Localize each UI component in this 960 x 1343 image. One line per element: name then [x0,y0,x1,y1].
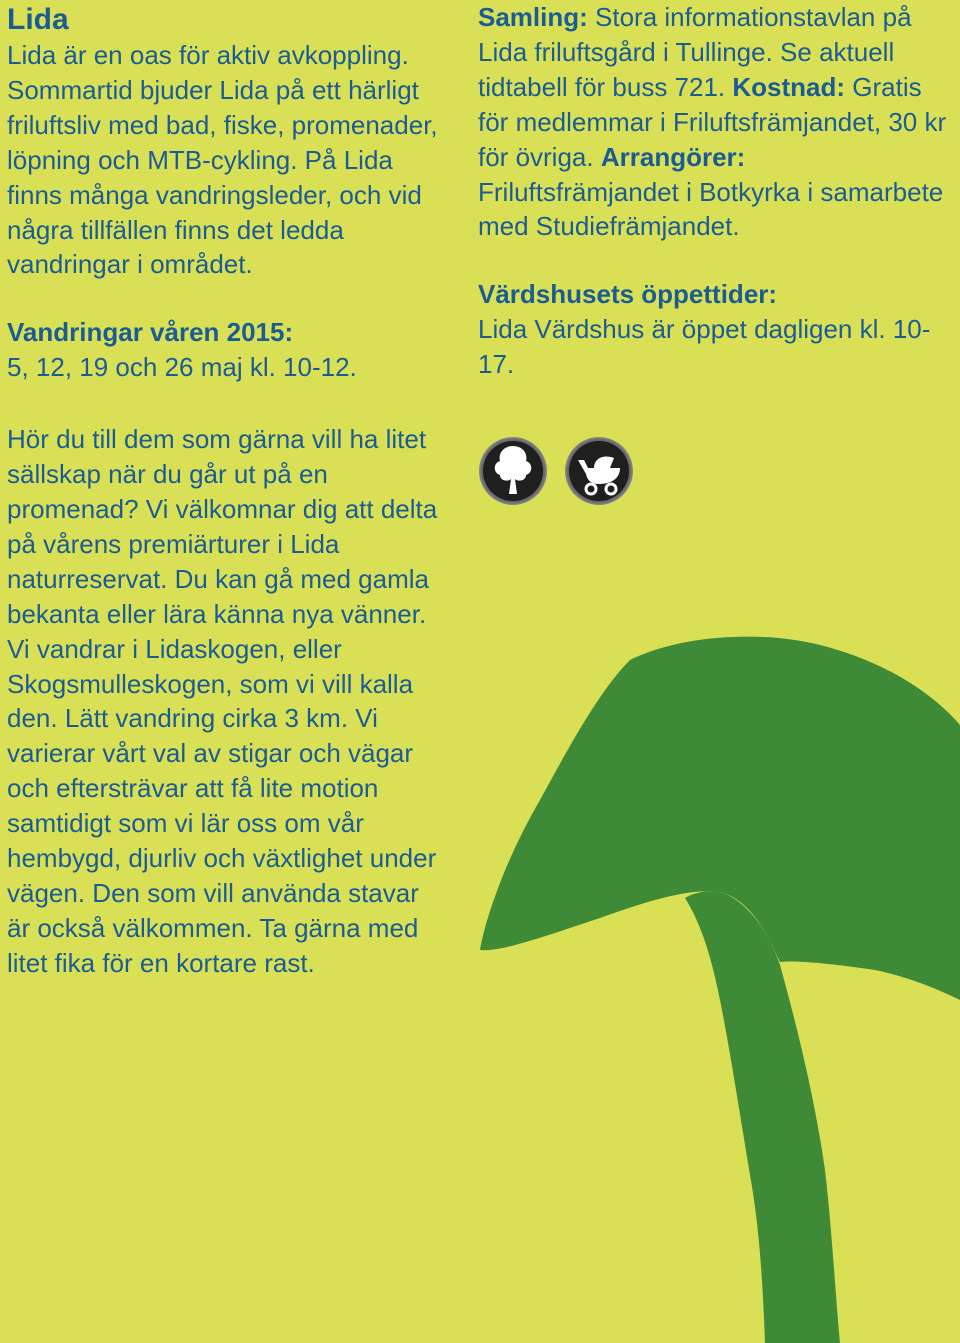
cost-text: Gratis för medlemmar i Friluftsfrämjandet, 30 kr för övriga. [478,71,947,172]
meeting-text: Stora informationstavlan på Lida friluftsgård i Tullinge. Se aktuell tidtabell för buss 721. [478,2,912,102]
organizers-label: Arrangörer: [600,141,746,172]
left-column [7,0,447,981]
mushroom-illustration [480,630,960,1343]
hours-heading: Värdshusets öppettider: [478,279,778,310]
walks-heading: Vandringar våren 2015: [7,317,294,348]
stroller-icon [564,436,634,506]
hours-text: Lida Värdshus är öppet dagligen kl. 10-17. [478,314,931,380]
cost-label: Kostnad: [732,71,846,102]
right-column [478,0,948,382]
story-paragraph: Hör du till dem som gärna vill ha litet sällskap när du går ut på en promenad? Vi välkomnar dig att delta på vårens premiärturer i Lida naturreservat. Du kan gå med gamla bekanta eller lära känna nya vänner. Vi vandrar i Lidaskogen, eller Skogsmulleskogen, som vi vill kalla den. Lätt vandring cirka 3 km. Vi varierar vårt val av stigar och vägar och eftersträvar att få lite motion samtidigt som vi lär oss om vår hembygd, djurliv och växtlighet under vägen. Den som vill använda stavar är också välkommen. Ta gärna med litet fika för en kortare rast. [7,424,438,978]
intro-paragraph: Lida är en oas för aktiv avkoppling. Sommartid bjuder Lida på ett härligt friluftsliv med bad, fiske, promenader, löpning och MTB-cykling. På Lida finns många vandringsleder, och vid några tillfällen finns det ledda vandringar i området. [7,40,438,280]
meeting-label: Samling: [478,2,588,32]
info-block [478,0,948,244]
organizers-text: Friluftsfrämjandet i Botkyrka i samarbete med Studiefrämjandet. [478,176,944,242]
page-title: Lida [7,3,69,36]
walks-dates: 5, 12, 19 och 26 maj kl. 10-12. [7,352,357,383]
tree-icon [478,436,548,506]
